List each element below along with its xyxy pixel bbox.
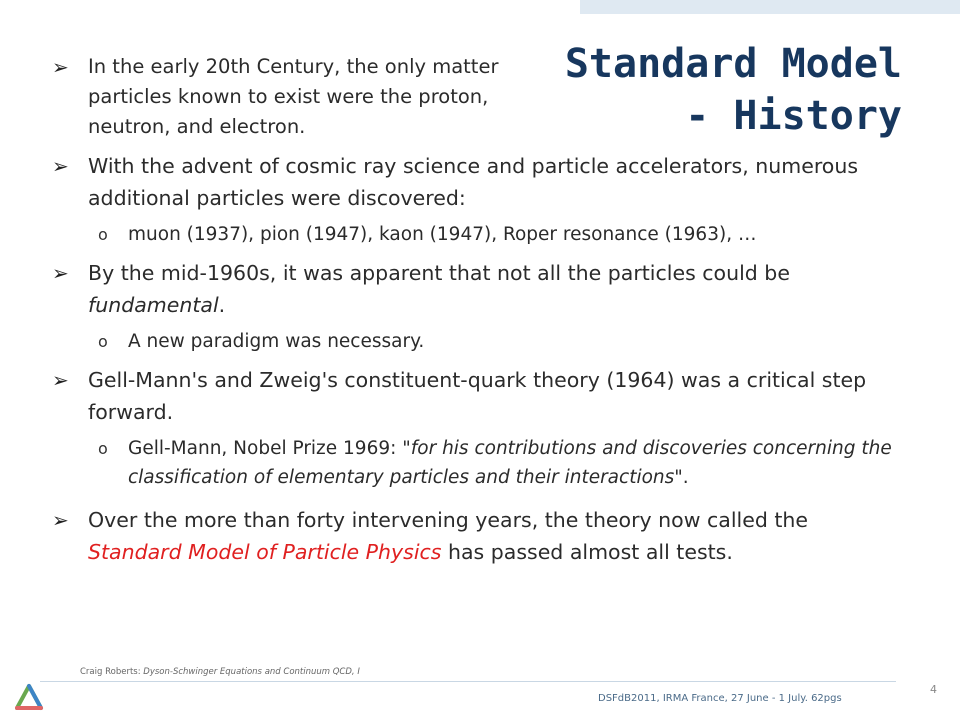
bullet-3-sub-text: A new paradigm was necessary. (128, 331, 425, 352)
top-decorative-band (580, 0, 960, 14)
bullet-4-sub (52, 434, 902, 492)
page-number: 4 (930, 683, 937, 696)
sub-bullet-icon: o (98, 332, 108, 351)
bullet-4-sub-text-end: ". (674, 467, 689, 488)
bullet-1 (52, 52, 532, 142)
bullet-4-sub-text: Gell-Mann, Nobel Prize 1969: " (128, 438, 411, 459)
bullet-4-sub-quote: for his contributions and discoveries concerning the classification of elementary particles and their interactions (128, 438, 892, 488)
bullet-4 (52, 364, 902, 428)
slide-title-line-1: Standard Model (564, 41, 902, 87)
footer-divider (40, 681, 896, 682)
slide-content (52, 52, 902, 568)
bullet-2-text: With the advent of cosmic ray science and particle accelerators, numerous additional particles were discovered: (88, 154, 859, 210)
bullet-1-text: In the early 20th Century, the only matter particles known to exist were the proton, neutron, and electron. (88, 55, 499, 138)
footer-talk-title: Dyson-Schwinger Equations and Continuum QCD, I (143, 667, 360, 677)
bullet-5 (52, 504, 902, 568)
argonne-triangle-logo-icon (14, 683, 44, 713)
bullet-2-sub (52, 220, 902, 249)
bullet-arrow-icon: ➢ (52, 154, 69, 178)
bullet-5-text-end: has passed almost all tests. (441, 540, 733, 564)
bullet-3-text: By the mid-1960s, it was apparent that not all the particles could be (88, 261, 790, 285)
bullet-2 (52, 150, 902, 214)
bullet-arrow-icon: ➢ (52, 368, 69, 392)
bullet-arrow-icon: ➢ (52, 508, 69, 532)
sub-bullet-icon: o (98, 439, 108, 458)
bullet-3-text-end: . (218, 293, 226, 317)
bullet-3 (52, 257, 902, 321)
bullet-3-emphasis: fundamental (88, 293, 219, 317)
slide-title-line-2: - History (685, 93, 902, 139)
bullet-3-sub (52, 327, 902, 356)
standard-model-highlight: Standard Model of Particle Physics (88, 540, 442, 564)
bullet-2-sub-text: muon (1937), pion (1947), kaon (1947), Roper resonance (1963), … (128, 224, 757, 245)
bullet-arrow-icon: ➢ (52, 261, 69, 285)
bullet-arrow-icon: ➢ (52, 55, 69, 79)
footer-author: Craig Roberts: (80, 667, 144, 677)
bullet-5-text: Over the more than forty intervening years, the theory now called the (88, 508, 808, 532)
sub-bullet-icon: o (98, 225, 108, 244)
bullet-4-text: Gell-Mann's and Zweig's constituent-quark theory (1964) was a critical step forward. (88, 368, 867, 424)
footer-credit (80, 667, 360, 677)
footer-event: DSFdB2011, IRMA France, 27 June - 1 July. 62pgs (598, 693, 842, 704)
